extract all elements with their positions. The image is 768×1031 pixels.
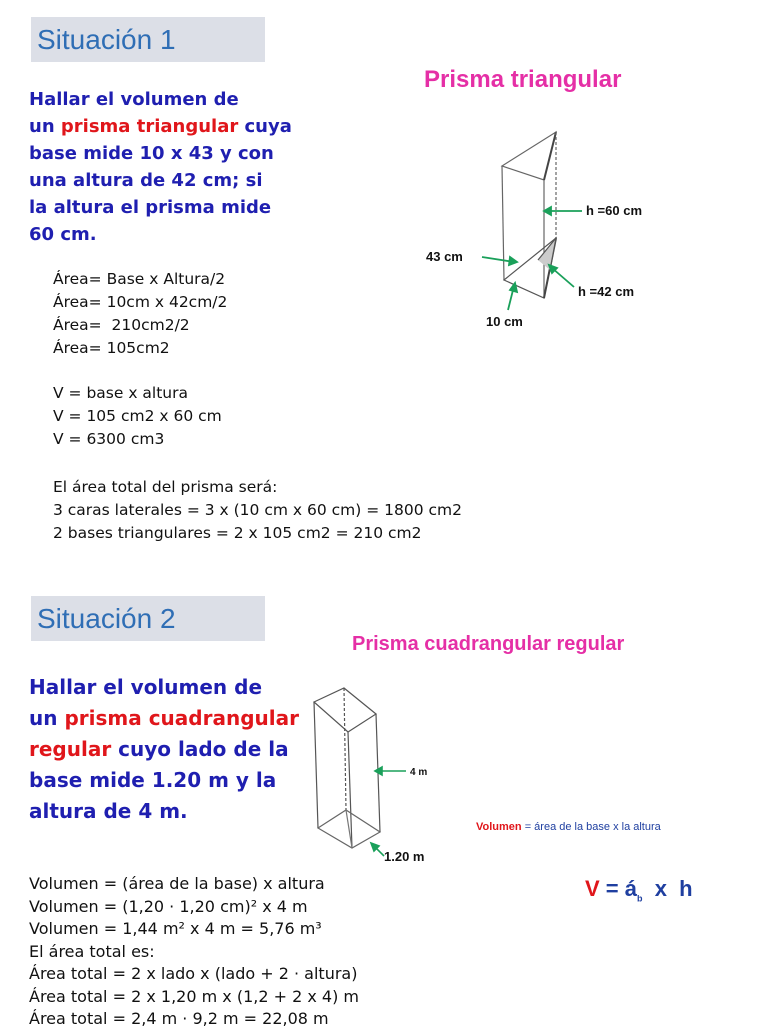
highlight-term: prisma triangular xyxy=(60,116,239,137)
calc-line: V = 6300 cm3 xyxy=(53,430,165,448)
situacion-1-banner xyxy=(31,17,265,62)
area-calculation xyxy=(53,268,227,360)
problem-line: la altura el prisma mide xyxy=(29,197,272,218)
problem-line: un prisma cuadrangular xyxy=(29,706,299,730)
volume-formula-note: Volumen = área de la base x la altura xyxy=(476,821,661,833)
calc-line: Área total = 2 x lado x (lado + 2 · altura) xyxy=(29,964,358,983)
calc-line: Área= 10cm x 42cm/2 xyxy=(53,293,228,311)
volume-calculation xyxy=(53,382,222,451)
volume-formula: $V = á_b$ x h xyxy=(585,876,693,904)
situacion-1-title: Situación 1 xyxy=(37,24,176,55)
problem-line: altura de 4 m. xyxy=(29,799,188,823)
calc-line: V = base x altura xyxy=(53,384,188,402)
label-43cm: 43 cm xyxy=(426,249,463,264)
situacion-2-banner xyxy=(31,596,265,641)
label-h60: h =60 cm xyxy=(586,203,643,218)
calc-line: Volumen = 1,44 m² x 4 m = 5,76 m³ xyxy=(29,919,322,938)
calc-line: Área= 105cm2 xyxy=(53,339,170,357)
square-prism-figure xyxy=(300,680,460,870)
total-area-calculation xyxy=(53,476,462,545)
problem-line: 60 cm. xyxy=(29,224,97,245)
label-h42: h =42 cm xyxy=(578,284,635,299)
problem-line: un prisma triangular cuya xyxy=(29,116,292,137)
calc-line: Volumen = (área de la base) x altura xyxy=(29,874,325,893)
problem-line: base mide 10 x 43 y con xyxy=(29,143,274,164)
triangular-prism-figure xyxy=(410,120,700,340)
calc-line: Área total = 2,4 m · 9,2 m = 22,08 m xyxy=(29,1009,329,1028)
calc-line: El área total del prisma será: xyxy=(53,478,278,496)
problem-line: regular cuyo lado de la xyxy=(29,737,289,761)
label-10cm: 10 cm xyxy=(486,314,523,329)
calc-line: 2 bases triangulares = 2 x 105 cm2 = 210 cm2 xyxy=(53,524,422,542)
label-1-20m: 1.20 m xyxy=(384,849,425,864)
problem-line: una altura de 42 cm; si xyxy=(29,170,263,191)
highlight-term: prisma cuadrangular xyxy=(64,706,299,730)
calc-line: 3 caras laterales = 3 x (10 cm x 60 cm) = 1800 cm2 xyxy=(53,501,462,519)
situacion-2-problem xyxy=(29,672,319,827)
calc-line: Área= Base x Altura/2 xyxy=(53,270,226,288)
problem-line: Hallar el volumen de xyxy=(29,675,263,699)
prisma-cuadrangular-title: Prisma cuadrangular regular xyxy=(352,633,625,655)
calc-line: Área total = 2 x 1,20 m x (1,2 + 2 x 4) m xyxy=(29,986,360,1006)
calc-line: Área= 210cm2/2 xyxy=(53,316,190,334)
label-4m: 4 m xyxy=(410,767,428,778)
situacion-2-calculation xyxy=(29,873,359,1031)
highlight-term: regular xyxy=(29,737,112,761)
problem-line: base mide 1.20 m y la xyxy=(29,768,277,792)
prisma-triangular-title: Prisma triangular xyxy=(424,66,622,93)
calc-line: Volumen = (1,20 · 1,20 cm)² x 4 m xyxy=(29,896,308,916)
situacion-2-title: Situación 2 xyxy=(37,603,176,634)
calc-line: El área total es: xyxy=(29,941,155,961)
situacion-1-problem xyxy=(29,86,299,248)
calc-line: V = 105 cm2 x 60 cm xyxy=(53,407,222,425)
problem-line: Hallar el volumen de xyxy=(29,89,239,110)
